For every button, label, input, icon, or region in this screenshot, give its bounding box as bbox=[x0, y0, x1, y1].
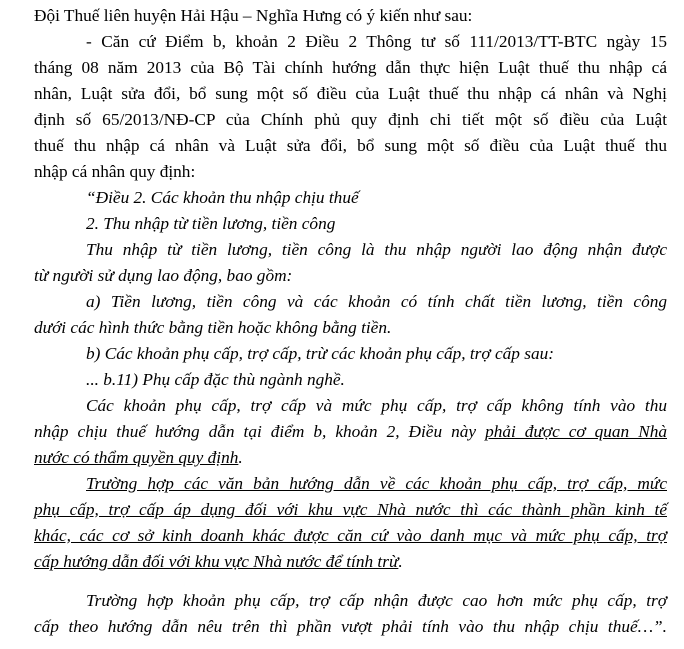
underlined-quoted-line bbox=[86, 471, 667, 497]
quoted-article-title bbox=[86, 185, 684, 211]
underlined-quoted-line bbox=[34, 497, 667, 523]
underlined-quoted-line bbox=[34, 523, 667, 549]
underlined-text-run: cấp hướng dẫn đối với khu vực Nhà nước để tính trừ bbox=[34, 552, 399, 571]
text-run: a) Tiền lương, tiền công và các khoản có tính chất tiền lương, tiền công bbox=[86, 292, 667, 311]
text-run: . bbox=[238, 448, 243, 467]
quoted-line bbox=[86, 237, 667, 263]
legal-basis-line bbox=[34, 55, 667, 81]
quoted-line bbox=[34, 315, 667, 341]
quoted-line bbox=[86, 289, 667, 315]
underlined-text-run: khác, các cơ sở kinh doanh khác được căn cứ vào danh mục và mức phụ cấp, trợ bbox=[34, 526, 667, 545]
quoted-line bbox=[34, 263, 667, 289]
text-run: cấp theo hướng dẫn nêu trên thì phần vượt phải tính vào thu nhập chịu thuế…”. bbox=[34, 617, 667, 636]
text-run: b) Các khoản phụ cấp, trợ cấp, trừ các khoản phụ cấp, trợ cấp sau: bbox=[86, 344, 554, 363]
quoted-line bbox=[86, 367, 684, 393]
text-run: tháng 08 năm 2013 của Bộ Tài chính hướng dẫn thực hiện Luật thuế thu nhập cá bbox=[34, 58, 667, 77]
text-run: thuế thu nhập cá nhân và Luật sửa đổi, bổ sung một số điều của Luật thuế thu bbox=[34, 136, 667, 155]
text-run: nhập cá nhân quy định: bbox=[34, 162, 196, 181]
quoted-line bbox=[86, 588, 667, 614]
legal-basis-line bbox=[34, 81, 667, 107]
opinion-heading bbox=[34, 3, 667, 29]
text-run: từ người sử dụng lao động, bao gồm: bbox=[34, 266, 293, 285]
quoted-clause-title bbox=[86, 211, 684, 237]
underlined-text-run: Trường hợp các văn bản hướng dẫn về các khoản phụ cấp, trợ cấp, mức bbox=[86, 474, 667, 493]
text-run: Đội Thuế liên huyện Hải Hậu – Nghĩa Hưng có ý kiến như sau: bbox=[34, 6, 473, 25]
text-run: Thu nhập từ tiền lương, tiền công là thu nhập người lao động nhận được bbox=[86, 240, 667, 259]
text-run: dưới các hình thức bằng tiền hoặc không bằng tiền. bbox=[34, 318, 392, 337]
text-run: . bbox=[398, 552, 403, 571]
text-run: 2. Thu nhập từ tiền lương, tiền công bbox=[86, 214, 336, 233]
legal-basis-line bbox=[34, 107, 667, 133]
quoted-line bbox=[34, 614, 667, 640]
underlined-quoted-line bbox=[34, 549, 667, 575]
underlined-text-run: phải được cơ quan Nhà bbox=[485, 422, 667, 441]
text-run: định số 65/2013/NĐ-CP của Chính phủ quy định chi tiết một số điều của Luật bbox=[34, 110, 667, 129]
legal-basis-line bbox=[86, 29, 667, 55]
quoted-line bbox=[34, 419, 667, 445]
legal-basis-line bbox=[34, 133, 667, 159]
text-run: Các khoản phụ cấp, trợ cấp và mức phụ cấp, trợ cấp không tính vào thu bbox=[86, 396, 667, 415]
underlined-text-run: phụ cấp, trợ cấp áp dụng đối với khu vực Nhà nước thì các thành phần kinh tế bbox=[34, 500, 667, 519]
legal-basis-line bbox=[34, 159, 667, 185]
text-run: nhập chịu thuế hướng dẫn tại điểm b, khoản 2, Điều này bbox=[34, 422, 486, 441]
quoted-line bbox=[86, 341, 684, 367]
underlined-text-run: nước có thẩm quyền quy định bbox=[34, 448, 239, 467]
quoted-line bbox=[34, 445, 667, 471]
quoted-line bbox=[86, 393, 667, 419]
text-run: Trường hợp khoản phụ cấp, trợ cấp nhận được cao hơn mức phụ cấp, trợ bbox=[86, 591, 667, 610]
text-run: - Căn cứ Điểm b, khoản 2 Điều 2 Thông tư số 111/2013/TT-BTC ngày 15 bbox=[86, 32, 667, 51]
text-run: nhân, Luật sửa đổi, bổ sung một số điều của Luật thuế thu nhập cá nhân và Nghị bbox=[34, 84, 667, 103]
text-run: “Điều 2. Các khoản thu nhập chịu thuế bbox=[86, 188, 359, 207]
text-run: ... b.11) Phụ cấp đặc thù ngành nghề. bbox=[86, 370, 345, 389]
